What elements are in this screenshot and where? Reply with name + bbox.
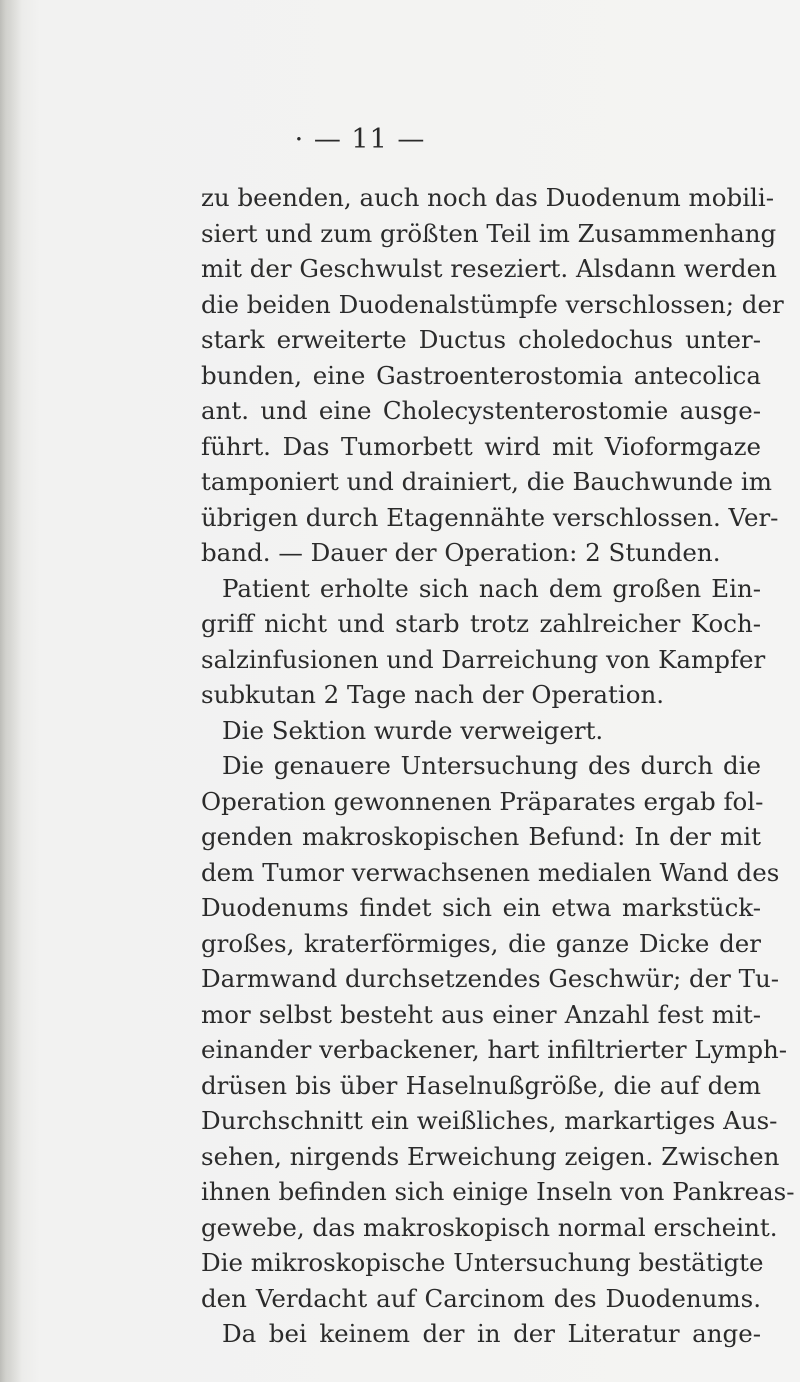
page-number: · — 11 — [294,124,426,155]
text-line: ant. und eine Cholecystenterostomie ausge- [201,396,761,425]
text-line: großes, kraterförmiges, die ganze Dicke der [201,928,761,958]
body-text [201,180,795,1352]
text-line: siert und zum größten Teil im Zusammenhang [201,218,777,248]
text-line: bunden, eine Gastroenterostomia antecolica [201,360,761,390]
text-line: führt. Das Tumorbett wird mit Vioformgaze [201,431,761,461]
text-line: Die mikroskopische Untersuchung bestätigte [201,1248,764,1277]
text-line: tamponiert und drainiert, die Bauchwunde im [201,467,772,496]
text-line: sehen, nirgends Erweichung zeigen. Zwischen [201,1141,780,1171]
text-line: dem Tumor verwachsenen medialen Wand des [201,857,780,887]
text-line: Durchschnitt ein weißliches, markartiges Aus- [201,1106,778,1135]
text-line: den Verdacht auf Carcinom des Duodenums. [201,1283,761,1313]
text-line: griff nicht und starb trotz zahlreicher Koch- [201,609,761,638]
text-line: Die Sektion wurde verweigert. [222,715,604,745]
text-line: salzinfusionen und Darreichung von Kampfer [201,644,766,674]
text-line: Da bei keinem der in der Literatur ange- [222,1319,761,1348]
text-line: Duodenums findet sich ein etwa markstück- [201,893,761,922]
text-line: mit der Geschwulst reseziert. Alsdann werden [201,254,777,283]
text-line: subkutan 2 Tage nach der Operation. [201,680,665,709]
text-line: einander verbackener, hart infiltrierter Lymph- [201,1035,788,1064]
text-line: Darmwand durchsetzendes Geschwür; der Tu- [201,964,780,993]
text-line: stark erweiterte Ductus choledochus unter- [201,325,761,354]
text-line: band. — Dauer der Operation: 2 Stunden. [201,538,721,567]
text-line: Die genauere Untersuchung des durch die [222,751,761,780]
text-line: gewebe, das makroskopisch normal erscheint. [201,1212,778,1242]
text-line: übrigen durch Etagennähte verschlossen. Ver- [201,502,779,532]
text-line: die beiden Duodenalstümpfe verschlossen; der [201,289,784,319]
text-line: Patient erholte sich nach dem großen Ein- [222,573,761,603]
text-line: ihnen befinden sich einige Inseln von Pankreas- [201,1177,795,1206]
text-line: mor selbst besteht aus einer Anzahl fest mit- [201,999,761,1029]
text-line: genden makroskopischen Befund: In der mit [201,822,761,851]
binding-shadow [0,0,22,1382]
text-line: drüsen bis über Haselnußgröße, die auf dem [201,1070,761,1100]
text-line: zu beenden, auch noch das Duodenum mobili- [201,183,774,212]
text-line: Operation gewonnenen Präparates ergab fol- [201,786,764,816]
